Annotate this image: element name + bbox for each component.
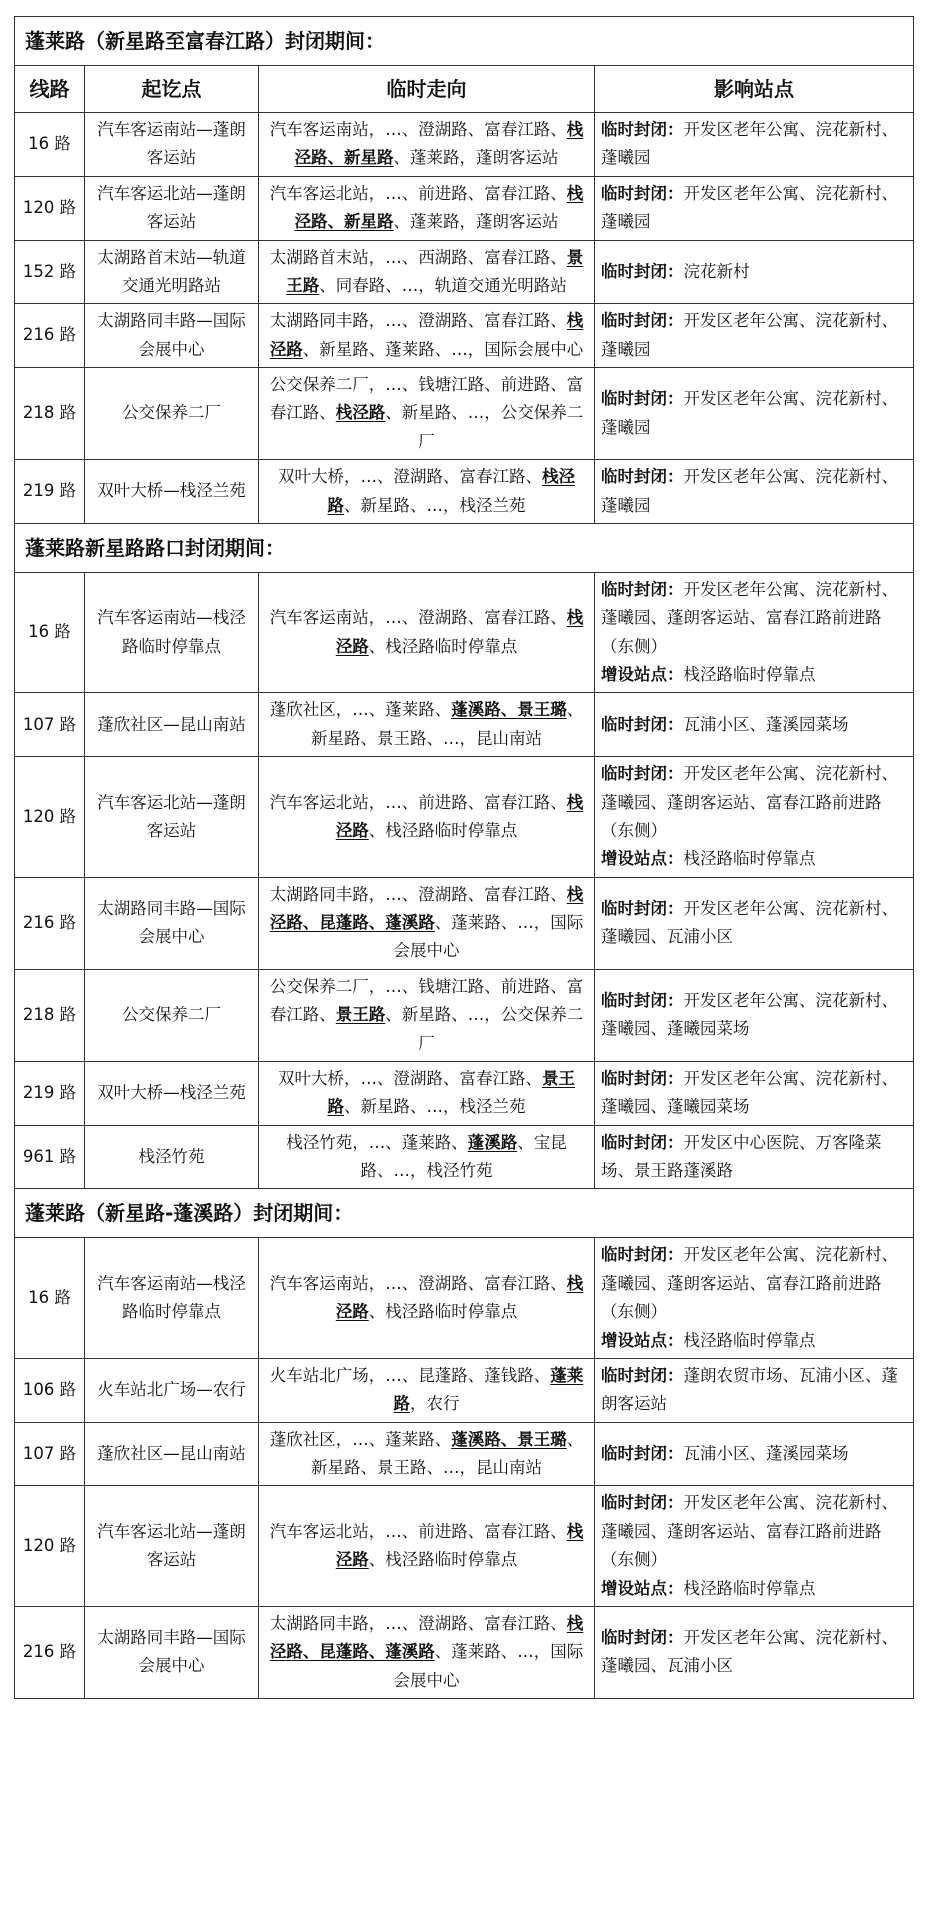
section-title: 蓬莱路（新星路-蓬溪路）封闭期间： (15, 1189, 914, 1238)
route-row (15, 1606, 914, 1698)
route-endpoints: 双叶大桥—栈泾兰苑 (85, 460, 259, 524)
affected-stops (595, 304, 914, 368)
stop-entry (601, 1065, 907, 1122)
detour-road: 栈泾路、昆蓬路、蓬溪路 (269, 1613, 584, 1662)
stop-label: 临时封闭： (601, 183, 684, 203)
temporary-route (259, 693, 595, 757)
detour-road: 蓬溪路 (467, 1132, 518, 1152)
stop-entry (601, 760, 907, 845)
line-number: 219 路 (15, 460, 85, 524)
route-change-table (14, 16, 914, 1699)
route-row (15, 304, 914, 368)
detour-road: 景王路 (335, 1005, 386, 1025)
route-endpoints: 栈泾竹苑 (85, 1125, 259, 1189)
temporary-route (259, 460, 595, 524)
detour-road: 景王路 (327, 1068, 575, 1117)
stop-entry (601, 1575, 907, 1603)
route-text: 、新星路、景王路、…，昆山南站 (311, 1429, 584, 1477)
route-row (15, 1422, 914, 1486)
route-endpoints: 火车站北广场—农行 (85, 1358, 259, 1422)
bus-route-notice (14, 16, 913, 1699)
detour-road: 栈泾路、新星路 (294, 183, 584, 232)
route-endpoints: 公交保养二厂 (85, 368, 259, 460)
stop-entry (601, 895, 907, 952)
stop-label: 增设站点： (601, 849, 684, 869)
route-endpoints: 双叶大桥—栈泾兰苑 (85, 1061, 259, 1125)
line-number: 120 路 (15, 176, 85, 240)
route-text: 蓬欣社区，…、蓬莱路、 (269, 700, 452, 720)
route-row (15, 877, 914, 969)
stop-list: 开发区老年公寓、浣花新村、蓬曦园 (601, 467, 898, 515)
affected-stops (595, 1486, 914, 1607)
stop-label: 临时封闭： (601, 1132, 684, 1152)
temporary-route (259, 304, 595, 368)
route-text: 太湖路同丰路，…、澄湖路、富春江路、 (269, 1613, 567, 1633)
temporary-route (259, 1358, 595, 1422)
stop-entry (601, 1624, 907, 1681)
temporary-route (259, 757, 595, 878)
temporary-route (259, 877, 595, 969)
route-endpoints: 公交保养二厂 (85, 969, 259, 1061)
affected-stops (595, 1422, 914, 1486)
line-number: 107 路 (15, 693, 85, 757)
route-row (15, 368, 914, 460)
stop-entry (601, 180, 907, 237)
stop-list: 开发区老年公寓、浣花新村、蓬曦园 (601, 183, 898, 232)
route-row (15, 969, 914, 1061)
route-text: 、栈泾路临时停靠点 (368, 1550, 518, 1570)
detour-road: 栈泾路 (335, 608, 584, 656)
route-row (15, 1486, 914, 1607)
detour-road: 栈泾路、昆蓬路、蓬溪路 (269, 884, 584, 932)
stop-list: 瓦浦小区、蓬溪园菜场 (683, 714, 849, 734)
column-header: 起讫点 (85, 66, 259, 113)
stop-list: 瓦浦小区、蓬溪园菜场 (683, 1443, 849, 1463)
temporary-route (259, 176, 595, 240)
route-text: 、新星路、…，栈泾兰苑 (344, 495, 526, 515)
line-number: 216 路 (15, 877, 85, 969)
route-text: 、栈泾路临时停靠点 (368, 636, 518, 656)
route-text: ，农行 (410, 1394, 460, 1414)
line-number: 218 路 (15, 969, 85, 1061)
route-text: 、同春路、…，轨道交通光明路站 (319, 275, 567, 295)
affected-stops (595, 1606, 914, 1698)
line-number: 216 路 (15, 1606, 85, 1698)
stop-entry (601, 576, 907, 661)
route-row (15, 1358, 914, 1422)
route-text: 汽车客运南站，…、澄湖路、富春江路、 (269, 1273, 567, 1293)
route-row (15, 1061, 914, 1125)
line-number: 16 路 (15, 572, 85, 693)
line-number: 16 路 (15, 113, 85, 177)
line-number: 106 路 (15, 1358, 85, 1422)
affected-stops (595, 176, 914, 240)
stop-entry (601, 385, 907, 442)
stop-entry (601, 711, 907, 739)
route-row (15, 176, 914, 240)
detour-road: 蓬溪路、景王璐 (451, 1429, 567, 1449)
route-text: 双叶大桥，…、澄湖路、富春江路、 (278, 467, 542, 487)
stop-label: 临时封闭： (601, 1068, 684, 1088)
route-row (15, 113, 914, 177)
route-endpoints: 太湖路首末站—轨道交通光明路站 (85, 240, 259, 304)
stop-entry (601, 258, 907, 286)
stop-label: 临时封闭： (601, 467, 684, 487)
affected-stops (595, 877, 914, 969)
route-text: 公交保养二厂，…、钱塘江路、前进路、富春江路、 (269, 976, 584, 1025)
stop-label: 临时封闭： (601, 898, 684, 918)
route-endpoints: 太湖路同丰路—国际会展中心 (85, 877, 259, 969)
stop-list: 开发区老年公寓、浣花新村、蓬曦园、蓬曦园菜场 (601, 1068, 898, 1117)
route-row (15, 1238, 914, 1359)
affected-stops (595, 969, 914, 1061)
route-text: 、新星路、…，栈泾兰苑 (344, 1097, 526, 1117)
stop-label: 临时封闭： (601, 1628, 684, 1648)
affected-stops (595, 572, 914, 693)
route-text: 、新星路、…，公交保养二厂 (385, 403, 584, 451)
affected-stops (595, 240, 914, 304)
line-number: 218 路 (15, 368, 85, 460)
route-text: 太湖路首末站，…、西湖路、富春江路、 (269, 247, 567, 267)
stop-label: 增设站点： (601, 1578, 684, 1598)
route-row (15, 240, 914, 304)
stop-entry (601, 661, 907, 689)
section-title-row (15, 523, 914, 572)
line-number: 120 路 (15, 1486, 85, 1607)
section-title: 蓬莱路新星路路口封闭期间： (15, 523, 914, 572)
stop-entry (601, 463, 907, 520)
stop-list: 开发区老年公寓、浣花新村、蓬曦园、蓬朗客运站、富春江路前进路（东侧） (601, 764, 898, 840)
route-text: 栈泾竹苑，…、蓬莱路、 (286, 1132, 468, 1152)
detour-road: 栈泾路 (327, 467, 575, 515)
route-text: 汽车客运南站，…、澄湖路、富春江路、 (269, 120, 567, 139)
line-number: 107 路 (15, 1422, 85, 1486)
route-row (15, 1125, 914, 1189)
stop-entry (601, 307, 907, 364)
route-text: 汽车客运北站，…、前进路、富春江路、 (269, 183, 567, 203)
route-text: 汽车客运北站，…、前进路、富春江路、 (269, 792, 567, 812)
stop-label: 临时封闭： (601, 714, 684, 734)
section-title-row (15, 1189, 914, 1238)
temporary-route (259, 1486, 595, 1607)
stop-label: 临时封闭： (601, 990, 684, 1010)
route-endpoints: 蓬欣社区—昆山南站 (85, 693, 259, 757)
route-endpoints: 汽车客运南站—栈泾路临时停靠点 (85, 572, 259, 693)
stop-entry (601, 845, 907, 873)
route-endpoints: 蓬欣社区—昆山南站 (85, 1422, 259, 1486)
route-text: 蓬欣社区，…、蓬莱路、 (269, 1429, 452, 1449)
affected-stops (595, 113, 914, 177)
route-text: 、蓬莱路、…，国际会展中心 (393, 1642, 584, 1690)
affected-stops (595, 1358, 914, 1422)
detour-road: 栈泾路、新星路 (294, 120, 584, 168)
stop-list: 开发区老年公寓、浣花新村、蓬曦园、蓬朗客运站、富春江路前进路（东侧） (601, 1493, 898, 1570)
route-endpoints: 汽车客运南站—蓬朗客运站 (85, 113, 259, 177)
column-header: 临时走向 (259, 66, 595, 113)
stop-list: 开发区老年公寓、浣花新村、蓬曦园、蓬曦园菜场 (601, 990, 898, 1039)
detour-road: 蓬溪路、景王璐 (451, 700, 567, 720)
temporary-route (259, 1061, 595, 1125)
route-row (15, 572, 914, 693)
stop-label: 临时封闭： (601, 261, 684, 281)
temporary-route (259, 1422, 595, 1486)
route-text: 、蓬莱路，蓬朗客运站 (393, 212, 559, 232)
detour-road: 蓬莱路 (393, 1365, 584, 1414)
column-header: 影响站点 (595, 66, 914, 113)
affected-stops (595, 1061, 914, 1125)
stop-list: 开发区老年公寓、浣花新村、蓬曦园 (601, 311, 898, 359)
column-header: 线路 (15, 66, 85, 113)
temporary-route (259, 1606, 595, 1698)
stop-label: 临时封闭： (601, 579, 684, 599)
stop-list: 栈泾路临时停靠点 (683, 1330, 816, 1350)
temporary-route (259, 113, 595, 177)
route-text: 汽车客运南站，…、澄湖路、富春江路、 (269, 608, 567, 628)
route-row (15, 460, 914, 524)
route-text: 、宝昆路、…，栈泾竹苑 (360, 1132, 567, 1180)
temporary-route (259, 368, 595, 460)
temporary-route (259, 240, 595, 304)
route-text: 、栈泾路临时停靠点 (368, 1302, 518, 1322)
affected-stops (595, 368, 914, 460)
route-row (15, 693, 914, 757)
stop-entry (601, 987, 907, 1044)
temporary-route (259, 1125, 595, 1189)
affected-stops (595, 460, 914, 524)
detour-road: 栈泾路 (335, 792, 584, 840)
stop-list: 栈泾路临时停靠点 (683, 1578, 816, 1598)
route-text: 、蓬莱路，蓬朗客运站 (393, 148, 559, 168)
route-text: 双叶大桥，…、澄湖路、富春江路、 (278, 1068, 542, 1088)
stop-list: 栈泾路临时停靠点 (683, 849, 816, 869)
route-text: 太湖路同丰路，…、澄湖路、富春江路、 (269, 311, 567, 331)
stop-list: 开发区老年公寓、浣花新村、蓬曦园 (601, 389, 898, 437)
stop-list: 开发区老年公寓、浣花新村、蓬曦园 (601, 120, 898, 168)
stop-label: 临时封闭： (601, 120, 684, 139)
temporary-route (259, 572, 595, 693)
stop-list: 蓬朗农贸市场、瓦浦小区、蓬朗客运站 (601, 1365, 898, 1414)
stop-label: 临时封闭： (601, 389, 684, 409)
stop-list: 浣花新村 (683, 261, 750, 281)
route-endpoints: 汽车客运南站—栈泾路临时停靠点 (85, 1238, 259, 1359)
line-number: 961 路 (15, 1125, 85, 1189)
section-title-row (15, 17, 914, 66)
detour-road: 景王路 (286, 247, 584, 295)
stop-list: 开发区老年公寓、浣花新村、蓬曦园、蓬朗客运站、富春江路前进路（东侧） (601, 1245, 898, 1322)
detour-road: 栈泾路 (269, 311, 584, 359)
line-number: 216 路 (15, 304, 85, 368)
stop-label: 临时封闭： (601, 1493, 684, 1513)
stop-entry (601, 1362, 907, 1419)
stop-entry (601, 1440, 907, 1468)
route-endpoints: 汽车客运北站—蓬朗客运站 (85, 1486, 259, 1607)
stop-label: 增设站点： (601, 665, 684, 684)
stop-entry (601, 1327, 907, 1355)
route-endpoints: 汽车客运北站—蓬朗客运站 (85, 757, 259, 878)
route-text: 太湖路同丰路，…、澄湖路、富春江路、 (269, 884, 567, 904)
stop-label: 临时封闭： (601, 1365, 684, 1385)
stop-list: 开发区老年公寓、浣花新村、蓬曦园、瓦浦小区 (601, 898, 898, 947)
route-endpoints: 太湖路同丰路—国际会展中心 (85, 304, 259, 368)
route-text: 公交保养二厂，…、钱塘江路、前进路、富春江路、 (269, 375, 584, 423)
line-number: 152 路 (15, 240, 85, 304)
route-text: 汽车客运北站，…、前进路、富春江路、 (269, 1521, 567, 1541)
route-endpoints: 太湖路同丰路—国际会展中心 (85, 1606, 259, 1698)
stop-list: 开发区中心医院、万客隆菜场、景王路蓬溪路 (601, 1132, 882, 1180)
route-text: 、栈泾路临时停靠点 (368, 820, 518, 840)
line-number: 219 路 (15, 1061, 85, 1125)
route-text: 火车站北广场，…、昆蓬路、蓬钱路、 (269, 1365, 551, 1385)
stop-label: 增设站点： (601, 1330, 684, 1350)
route-text: 、新星路、景王路、…，昆山南站 (311, 700, 584, 748)
affected-stops (595, 693, 914, 757)
affected-stops (595, 1125, 914, 1189)
detour-road: 栈泾路 (335, 403, 386, 423)
stop-entry (601, 1489, 907, 1574)
route-change-table-body (15, 17, 914, 1699)
affected-stops (595, 1238, 914, 1359)
stop-list: 开发区老年公寓、浣花新村、蓬曦园、蓬朗客运站、富春江路前进路（东侧） (601, 579, 898, 656)
stop-list: 栈泾路临时停靠点 (683, 665, 816, 684)
route-text: 、新星路、…，公交保养二厂 (385, 1005, 584, 1053)
stop-entry (601, 116, 907, 173)
stop-entry (601, 1241, 907, 1326)
line-number: 120 路 (15, 757, 85, 878)
route-text: 、新星路、蓬莱路、…，国际会展中心 (302, 339, 584, 359)
section-title: 蓬莱路（新星路至富春江路）封闭期间： (15, 17, 914, 66)
line-number: 16 路 (15, 1238, 85, 1359)
stop-entry (601, 1129, 907, 1186)
route-row (15, 757, 914, 878)
temporary-route (259, 969, 595, 1061)
detour-road: 栈泾路 (335, 1521, 584, 1570)
route-endpoints: 汽车客运北站—蓬朗客运站 (85, 176, 259, 240)
stop-label: 临时封闭： (601, 311, 684, 331)
route-text: 、蓬莱路、…，国际会展中心 (393, 913, 584, 961)
stop-label: 临时封闭： (601, 1245, 684, 1265)
stop-label: 临时封闭： (601, 764, 684, 784)
detour-road: 栈泾路 (335, 1273, 584, 1322)
column-header-row (15, 66, 914, 113)
stop-list: 开发区老年公寓、浣花新村、蓬曦园、瓦浦小区 (601, 1628, 898, 1676)
stop-label: 临时封闭： (601, 1443, 684, 1463)
temporary-route (259, 1238, 595, 1359)
affected-stops (595, 757, 914, 878)
